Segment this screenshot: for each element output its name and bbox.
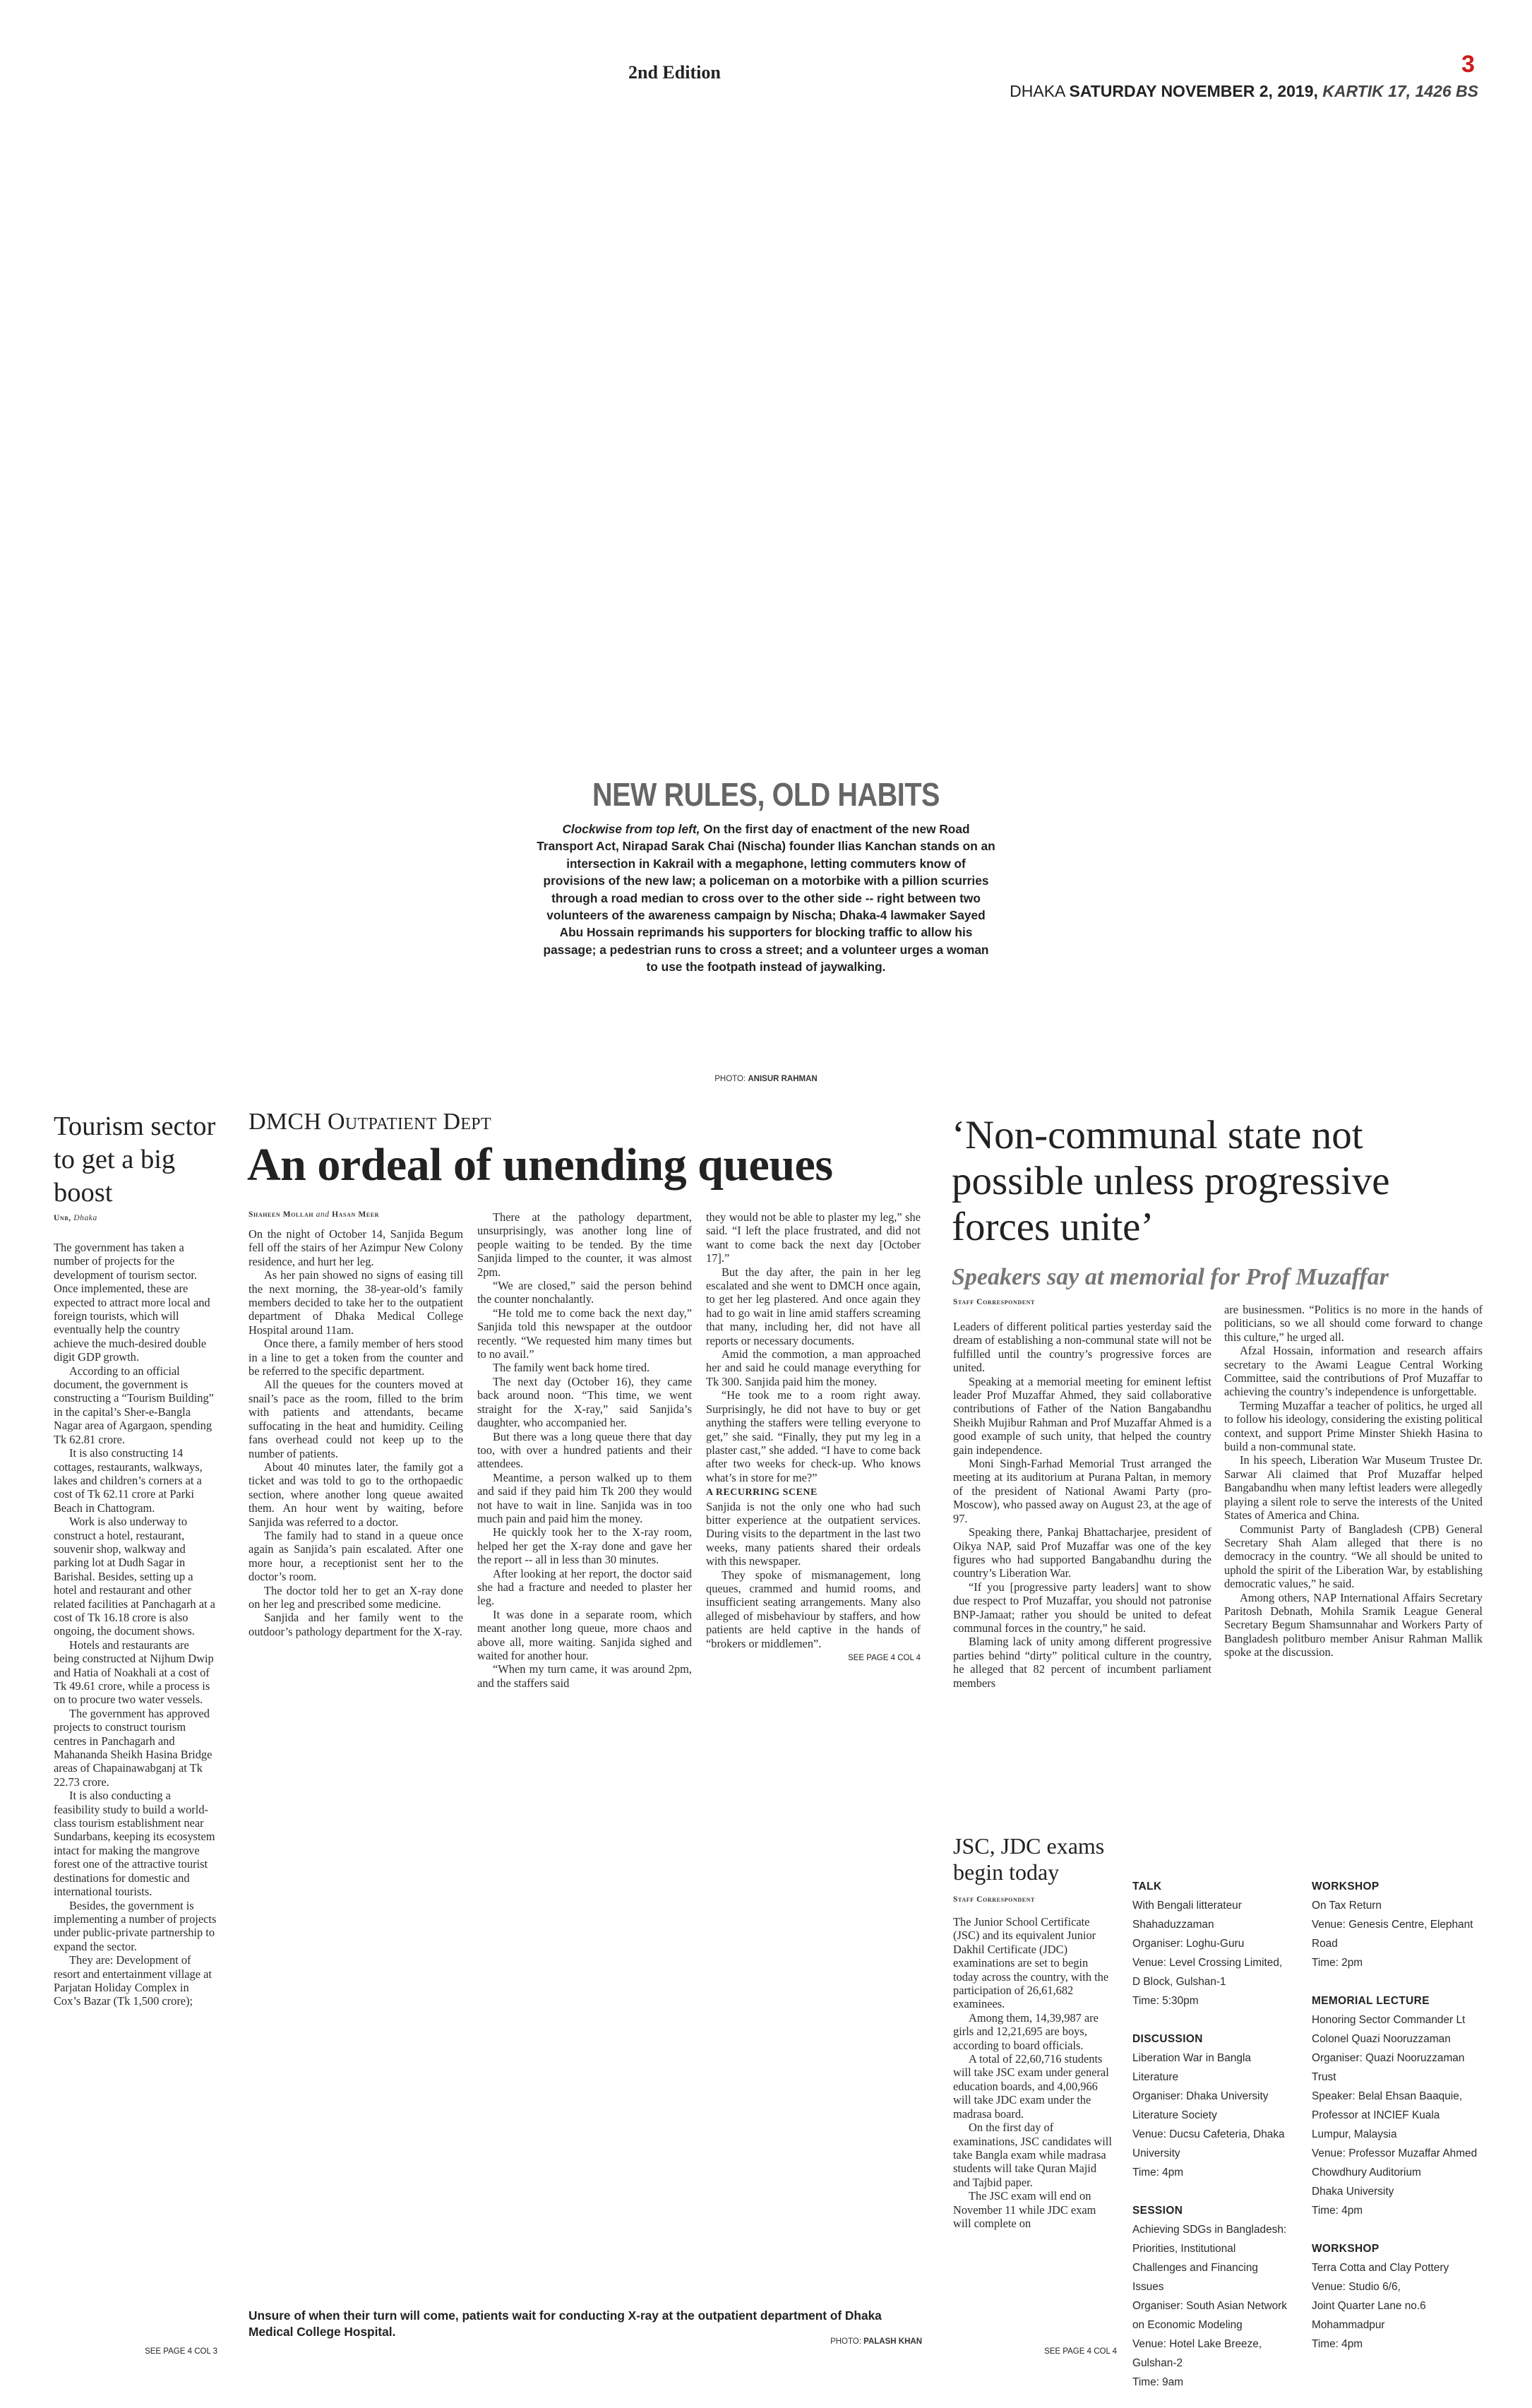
feature-title: NEW RULES, OLD HABITS — [592, 776, 940, 813]
event-line: Joint Quarter Lane no.6 — [1312, 2300, 1426, 2312]
event-listing — [1312, 2239, 1481, 2354]
dmch-byline-and: and — [316, 1210, 330, 1219]
event-heading: MEMORIAL LECTURE — [1312, 1995, 1430, 2007]
event-line: Time: 4pm — [1312, 2205, 1363, 2217]
dmch-column-1 — [249, 1227, 463, 1638]
paragraph: “We are closed,” said the person behind the counter nonchalantly. — [477, 1279, 692, 1306]
event-heading: WORKSHOP — [1312, 2243, 1380, 2255]
event-line: Organiser: Quazi Nooruzzaman Trust — [1312, 2052, 1465, 2083]
dmch-photo-credit-name: PALASH KHAN — [863, 2337, 922, 2346]
paragraph: It was done in a separate room, which meant another long queue, more chaos and above all, more waiting. Sanjida sighed and waited for another hour. — [477, 1607, 692, 1662]
paragraph: Amid the commotion, a man approached her and said he could manage everything for Tk 300. Sanjida paid him the money. — [706, 1347, 921, 1388]
paragraph: The family went back home tired. — [493, 1361, 650, 1375]
photo-credit-prefix: PHOTO: — [714, 1075, 746, 1083]
event-line: Achieving SDGs in Bangladesh: Priorities, Institutional Challenges and Financing Issues — [1132, 2224, 1287, 2293]
paragraph: But the day after, the pain in her leg escalated and she went to DMCH once again, to get her leg plastered. And once again they had to go wait in line amid staffers screaming that many, including her, did not have all reports or necessary documents. — [706, 1265, 921, 1347]
tourism-see-page: SEE PAGE 4 COL 3 — [145, 2347, 217, 2356]
paragraph: But there was a long queue there that day too, with over a hundred patients and their attendees. — [477, 1429, 692, 1471]
paragraph: All the queues for the counters moved at snail’s pace as the room, filled to the brim with patients and attendants, became suffocating in the heat and humidity. Ceiling fans overhead could not keep up to the number of patients. — [249, 1378, 463, 1460]
tourism-byline — [54, 1214, 217, 1222]
dmch-byline-b: Hasan Meer — [332, 1210, 380, 1219]
event-line: Time: 4pm — [1132, 2166, 1184, 2178]
event-listing — [1312, 1877, 1481, 1972]
event-line: With Bengali litterateur Shahaduzzaman — [1132, 1900, 1242, 1931]
paragraph: According to an official document, the government is constructing a “Tourism Building” in the capital’s Sher-e-Bangla Nagar area of Agargaon, spending Tk 62.81 crore. — [54, 1364, 214, 1446]
paragraph: He quickly took her to the X-ray room, helped her get the X-ray done and gave her the report -- all in less than 30 minutes. — [477, 1525, 692, 1567]
paragraph: They are: Development of resort and entertainment village at Parjatan Holiday Complex in Cox’s Bazar (Tk 1,500 crore); — [54, 1953, 212, 2008]
paragraph: The government has approved projects to construct tourism centres in Panchagarh and Mahananda Sheikh Hasina Bridge areas of Chapainawabganj at Tk 22.73 crore. — [54, 1706, 213, 1789]
paragraph: Communist Party of Bangladesh (CPB) General Secretary Shah Alam alleged that there is no democracy in the country. “We all should be united to uphold the spirit of the Liberation War, by establishing democratic values,” he said. — [1224, 1522, 1483, 1591]
caption-lead: Clockwise from top left, — [562, 822, 700, 836]
feature-photo-credit — [692, 1075, 840, 1083]
event-heading: SESSION — [1132, 2205, 1183, 2217]
event-line: Venue: Studio 6/6, — [1312, 2281, 1401, 2293]
paragraph: Moni Singh-Farhad Memorial Trust arranged the meeting at its auditorium at Purana Paltan, in memory of the president of National Awami Party (pro-Moscow), who passed away on August 23, at the age of 97. — [953, 1457, 1211, 1525]
dmch-subhead: A RECURRING SCENE — [706, 1487, 818, 1498]
noncommunal-byline: Staff Correspondent — [953, 1298, 1035, 1306]
paragraph: There at the pathology department, unsurprisingly, was another long line of people waiting to be tended. By the time Sanjida limped to the counter, it was almost 2pm. — [477, 1210, 692, 1279]
tourism-headline: Tourism sector to get a big boost — [54, 1111, 216, 1208]
dateline-city: DHAKA — [1010, 82, 1065, 100]
tourism-byline-place: Dhaka — [73, 1214, 97, 1222]
photo-credit-name: ANISUR RAHMAN — [748, 1075, 818, 1083]
dmch-photo-caption: Unsure of when their turn will come, patients wait for conducting X-ray at the outpatient department of Dhaka Medical College Hospital. — [249, 2308, 882, 2339]
paragraph: The family had to stand in a queue once again as Sanjida’s pain escalated. After one more hour, a receptionist sent her to the doctor’s room. — [249, 1528, 463, 1584]
event-line: Venue: Genesis Centre, Elephant Road — [1312, 1919, 1473, 1950]
jsc-body — [953, 1915, 1113, 2230]
paragraph: they would not be able to plaster my leg,” she said. “I left the place frustrated, and did not want to come back the next day [October 17].” — [706, 1210, 921, 1265]
paragraph: It is also constructing 14 cottages, restaurants, walkways, lakes and children’s corners at a cost of Tk 62.11 crore at Parki Beach in Chattogram. — [54, 1446, 203, 1515]
edition-label: 2nd Edition — [628, 62, 721, 83]
tourism-article — [54, 1110, 217, 2008]
event-line: Venue: Hotel Lake Breeze, Gulshan-2 — [1132, 2338, 1262, 2369]
paragraph: The next day (October 16), they came back around noon. “This time, we went straight for the X-ray,” said Sanjida’s daughter, who accompanied her. — [477, 1374, 692, 1430]
paragraph: It is also conducting a feasibility study to build a world-class tourism establishment near Sundarbans, keeping its ecosystem intact for making the mangrove forest one of the attractive tourist destinations for domestic and international tourists. — [54, 1789, 215, 1899]
tourism-byline-agency: Unb, — [54, 1214, 71, 1222]
event-heading: TALK — [1132, 1880, 1162, 1893]
tourism-body — [54, 1241, 217, 2008]
event-line: Mohammadpur — [1312, 2319, 1385, 2331]
paragraph: Besides, the government is implementing a number of projects under public-private partnership to expand the sector. — [54, 1898, 217, 1953]
event-line: Dhaka University — [1312, 2186, 1394, 2198]
event-line: Terra Cotta and Clay Pottery — [1312, 2262, 1449, 2274]
paragraph: Work is also underway to construct a hotel, restaurant, souvenir shop, walkway and parking lot at Dudh Sagar in Barishal. Besides, setting up a hotel and restaurant and other related facilities at Panchagarh at a cost of Tk 16.18 crore is also ongoing, the document shows. — [54, 1515, 215, 1638]
event-listing — [1312, 1991, 1481, 2220]
jsc-byline: Staff Correspondent — [953, 1895, 1035, 1904]
dmch-photo-credit — [784, 2337, 922, 2346]
event-listing — [1132, 1877, 1288, 2010]
dmch-see-page: SEE PAGE 4 COL 4 — [848, 1654, 921, 1662]
jsc-headline: JSC, JDC exams begin today — [953, 1833, 1105, 1885]
paragraph: Blaming lack of unity among different progressive parties behind “dirty” political culture in the country, he alleged that 82 percent of incumbent parliament members — [953, 1635, 1211, 1690]
events-column-1 — [1132, 1877, 1288, 2392]
dmch-column-2 — [477, 1210, 692, 1690]
noncommunal-subheadline: Speakers say at memorial for Prof Muzaffar — [952, 1264, 1389, 1290]
paragraph: On the first day of examinations, JSC candidates will take Bangla exam while madrasa students will take Quran Majid and Tajbid paper. — [953, 2121, 1112, 2189]
dateline-date: SATURDAY NOVEMBER 2, 2019, — [1069, 82, 1318, 100]
feature-caption — [537, 821, 995, 976]
event-line: Venue: Professor Muzaffar Ahmed Chowdhury Auditorium — [1312, 2147, 1478, 2178]
paragraph: Among others, NAP International Affairs Secretary Paritosh Debnath, Mohila Sramik League General Secretary Begum Shamsunnahar and Workers Party of Bangladesh politburo member Anisur Rahman Mallik spoke at the discussion. — [1224, 1590, 1483, 1659]
dmch-headline: An ordeal of unending queues — [247, 1139, 833, 1191]
event-line: Time: 4pm — [1312, 2338, 1363, 2350]
caption-body: On the first day of enactment of the new Road Transport Act, Nirapad Sarak Chai (Nischa) founder Ilias Kanchan stands on an intersection in Kakrail with a megaphone, letting commuters know of provisions of the new law; a policeman on a motorbike with a pillion scurries through a road median to cross over to the other side -- right between two volunteers of the awareness campaign by Nischa; Dhaka-4 lawmaker Sayed Abu Hossain reprimands his supporters for blocking traffic to allow his passage; a pedestrian runs to cross a street; and a volunteer urges a woman to use the footpath instead of jaywalking. — [537, 822, 995, 974]
event-line: Venue: Ducsu Cafeteria, Dhaka University — [1132, 2128, 1285, 2159]
paragraph: “If you [progressive party leaders] want to show due respect to Prof Muzaffar, you should not patronise BNP-Jamaat; rather you should be united to defeat communal forces in the country,” he said. — [953, 1580, 1211, 1635]
event-line: Liberation War in Bangla Literature — [1132, 2052, 1251, 2083]
paragraph: Among them, 14,39,987 are girls and 12,21,695 are boys, according to board officials. — [953, 2010, 1099, 2052]
event-line: Venue: Level Crossing Limited, D Block, Gulshan-1 — [1132, 1957, 1283, 1988]
dmch-byline-a: Shaheen Mollah — [249, 1210, 314, 1219]
dmch-byline — [249, 1210, 379, 1219]
paragraph: A total of 22,60,716 students will take JSC exam under general education boards, and 4,00,966 will take JDC exam under the madrasa board. — [953, 2052, 1109, 2121]
event-listing — [1132, 2029, 1288, 2182]
paragraph: are businessmen. “Politics is no more in the hands of politicians, so we all should come forward to change this culture,” he urged all. — [1224, 1303, 1483, 1344]
noncommunal-column-1 — [953, 1320, 1211, 1690]
paragraph: “He told me to come back the next day,” Sanjida told this newspaper at the outdoor recently. “We requested him many times but to no avail.” — [477, 1306, 692, 1361]
paragraph: They spoke of mismanagement, long queues, crammed and humid rooms, and insufficient seating arrangements. Many also alleged of misbehaviour by staffers, and how patients are held captive in the hands of “brokers or middlemen”. — [706, 1568, 921, 1650]
paragraph: The JSC exam will end on November 11 while JDC exam will complete on — [953, 2189, 1096, 2230]
dmch-kicker: DMCH Outpatient Dept — [249, 1109, 491, 1135]
paragraph: Once there, a family member of hers stood in a line to get a token from the counter and be referred to the specific department. — [249, 1337, 463, 1378]
paragraph: Leaders of different political parties yesterday said the dream of establishing a non-communal state will not be fulfilled until the country’s progressive forces are united. — [953, 1320, 1211, 1375]
event-heading: DISCUSSION — [1132, 2033, 1203, 2045]
event-line: Time: 9am — [1132, 2376, 1184, 2388]
paragraph: “When my turn came, it was around 2pm, and the staffers said — [477, 1662, 692, 1690]
page-number: 3 — [1461, 51, 1475, 78]
event-line: On Tax Return — [1312, 1900, 1382, 1912]
paragraph: Speaking there, Pankaj Bhattacharjee, president of Oikya NAP, said Prof Muzaffar was one of the key figures who had supported Bangabandhu during the country’s Liberation War. — [953, 1525, 1211, 1580]
paragraph: After looking at her report, the doctor said she had a fracture and needed to plaster her leg. — [477, 1566, 692, 1608]
dmch-column-3 — [706, 1210, 921, 1665]
event-line: Time: 5:30pm — [1132, 1995, 1199, 2007]
paragraph: Meantime, a person walked up to them and said if they paid him Tk 200 they would not have to wait in line. Sanjida was in too much pain and paid him the money. — [477, 1470, 692, 1525]
event-listing — [1132, 2201, 1288, 2392]
event-line: Speaker: Belal Ehsan Baaquie, Professor at INCIEF Kuala Lumpur, Malaysia — [1312, 2090, 1463, 2140]
event-line: Time: 2pm — [1312, 1957, 1363, 1969]
jsc-see-page: SEE PAGE 4 COL 4 — [1044, 2347, 1117, 2356]
paragraph: Afzal Hossain, information and research affairs secretary to the Awami League Central Working Committee, said the contributions of Prof Muzaffar to achieving the country’s independence is unforgettable. — [1224, 1344, 1483, 1399]
paragraph: As her pain showed no signs of easing till the next morning, the 38-year-old’s family members decided to take her to the outpatient department of Dhaka Medical College Hospital around 11am. — [249, 1268, 463, 1337]
paragraph: The doctor told her to get an X-ray done on her leg and prescribed some medicine. — [249, 1583, 463, 1611]
event-line: Honoring Sector Commander Lt Colonel Quazi Nooruzzaman — [1312, 2014, 1466, 2045]
paragraph: Hotels and restaurants are being constructed at Nijhum Dwip and Hatia of Noakhali at a cost of Tk 49.61 crore, while a process is on to procure two water vessels. — [54, 1638, 214, 1707]
paragraph: Terming Muzaffar a teacher of politics, he urged all to follow his ideology, considering the existing political context, and support Prime Minster Shiekh Hasina to build a non-communal state. — [1224, 1398, 1483, 1454]
dateline — [960, 82, 1478, 101]
event-line: Organiser: South Asian Network on Economic Modeling — [1132, 2300, 1287, 2331]
event-heading: WORKSHOP — [1312, 1880, 1380, 1893]
paragraph: “He took me to a room right away. Surprisingly, he did not have to buy or get anything the staffers were telling everyone to get,” she said. “Finally, they put my leg in a plaster cast,” she added. “I have to come back after two weeks for check-up. Who knows what’s in store for me?” — [706, 1388, 921, 1484]
paragraph: About 40 minutes later, the family got a ticket and was told to go to the orthopaedic section, where another long queue awaited them. An hour went by waiting, before Sanjida was referred to a doctor. — [249, 1460, 463, 1529]
noncommunal-column-2 — [1224, 1303, 1483, 1659]
dmch-photo-credit-prefix: PHOTO: — [830, 2337, 861, 2346]
paragraph: Sanjida and her family went to the outdoor’s pathology department for the X-ray. — [249, 1611, 463, 1638]
paragraph: Sanjida is not the only one who had such bitter experience at the outpatient services. During visits to the department in the last two weeks, many patients shared their ordeals with this newspaper. — [706, 1499, 921, 1568]
dateline-bangla: KARTIK 17, 1426 BS — [1322, 82, 1478, 100]
noncommunal-headline: ‘Non-communal state not possible unless progressive forces unite’ — [952, 1113, 1390, 1249]
events-column-2 — [1312, 1877, 1481, 2354]
event-line: Organiser: Dhaka University Literature Society — [1132, 2090, 1269, 2121]
paragraph: The Junior School Certificate (JSC) and its equivalent Junior Dakhil Certificate (JDC) examinations are set to begin today across the country, with the participation of 26,61,682 examinees. — [953, 1915, 1109, 2011]
paragraph: In his speech, Liberation War Museum Trustee Dr. Sarwar Ali claimed that Prof Muzaffar helped Bangabandhu when many leftist leaders were allegedly playing a silent role to serve the interests of the United States of America and China. — [1224, 1453, 1483, 1522]
event-line: Organiser: Loghu-Guru — [1132, 1938, 1245, 1950]
paragraph: On the night of October 14, Sanjida Begum fell off the stairs of her Azimpur New Colony residence, and hurt her leg. — [249, 1227, 463, 1268]
paragraph: The government has taken a number of projects for the development of tourism sector. Once implemented, these are expected to attract more local and foreign tourists, which will eventually help the country achieve the much-desired double digit GDP growth. — [54, 1241, 210, 1364]
paragraph: Speaking at a memorial meeting for eminent leftist leader Prof Muzaffar Ahmed, they said collaborative contributions of Father of the Nation Bangabandhu Sheikh Mujibur Rahman and Prof Muzaffar Ahmed is a good example of such unity, that helped the country gain independence. — [953, 1374, 1211, 1457]
